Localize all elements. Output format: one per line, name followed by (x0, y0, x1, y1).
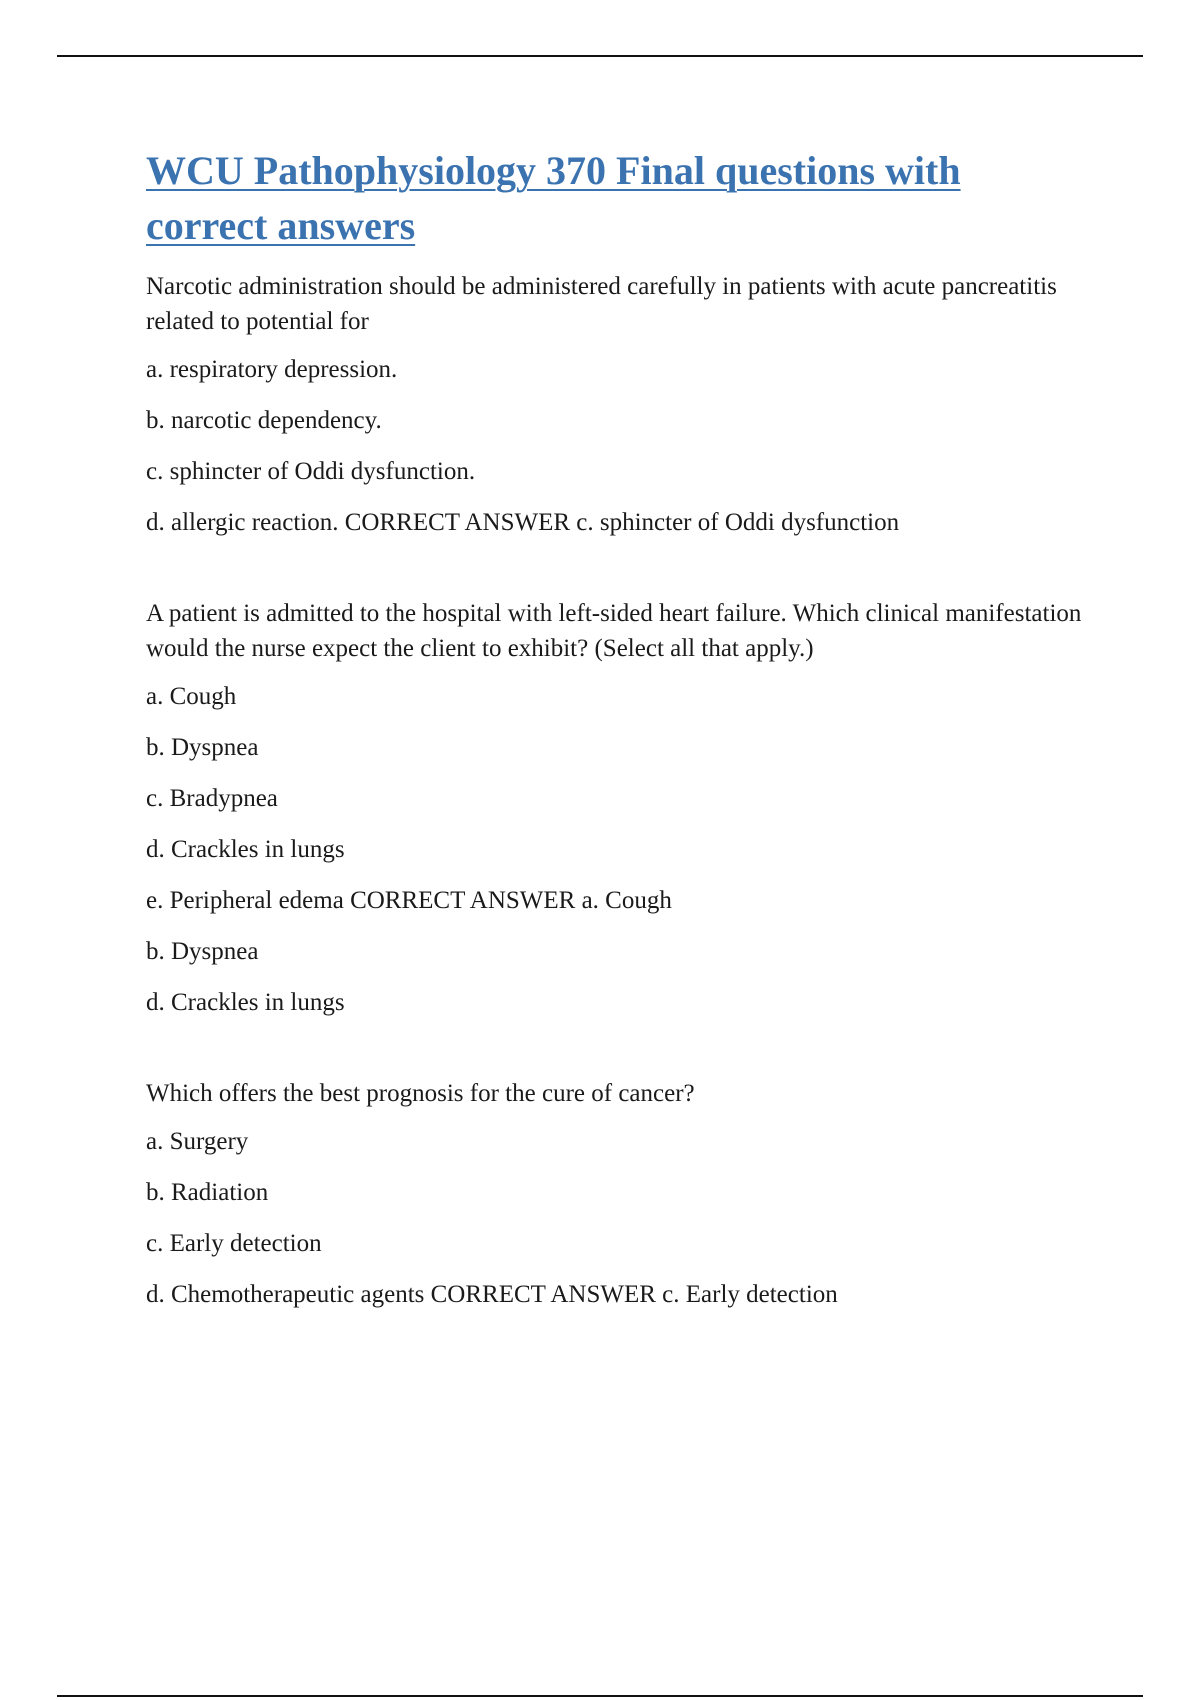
document-body (146, 143, 1086, 1328)
answer-option: d. Crackles in lungs (146, 836, 345, 863)
correct-answer-continuation: d. Crackles in lungs (146, 989, 345, 1016)
answer-option-with-correct-answer: d. allergic reaction. CORRECT ANSWER c. sphincter of Oddi dysfunction (146, 509, 900, 536)
footer-rule (57, 1695, 1143, 1697)
answer-option: a. Cough (146, 683, 237, 710)
question-text: A patient is admitted to the hospital with left-sided heart failure. Which clinical manifestation would the nurse expect the client to exhibit? (Select all that apply.) (146, 600, 1082, 662)
answer-option: b. narcotic dependency. (146, 407, 382, 434)
question-3 (146, 1076, 1086, 1312)
document-title: WCU Pathophysiology 370 Final questions with correct answers (146, 148, 961, 248)
header-rule (57, 55, 1143, 57)
question-2 (146, 596, 1086, 1020)
answer-option: b. Dyspnea (146, 734, 259, 761)
answer-option: c. Early detection (146, 1230, 322, 1257)
question-1 (146, 269, 1086, 540)
answer-option-with-correct-answer: e. Peripheral edema CORRECT ANSWER a. Cough (146, 887, 672, 914)
answer-option: c. Bradypnea (146, 785, 278, 812)
question-text: Which offers the best prognosis for the cure of cancer? (146, 1080, 695, 1107)
answer-option: c. sphincter of Oddi dysfunction. (146, 458, 476, 485)
answer-option: b. Radiation (146, 1179, 269, 1206)
answer-option: a. Surgery (146, 1128, 249, 1155)
answer-option-with-correct-answer: d. Chemotherapeutic agents CORRECT ANSWER c. Early detection (146, 1281, 838, 1308)
question-text: Narcotic administration should be administered carefully in patients with acute pancreatitis related to potential for (146, 273, 1057, 335)
correct-answer-continuation: b. Dyspnea (146, 938, 259, 965)
answer-option: a. respiratory depression. (146, 356, 398, 383)
